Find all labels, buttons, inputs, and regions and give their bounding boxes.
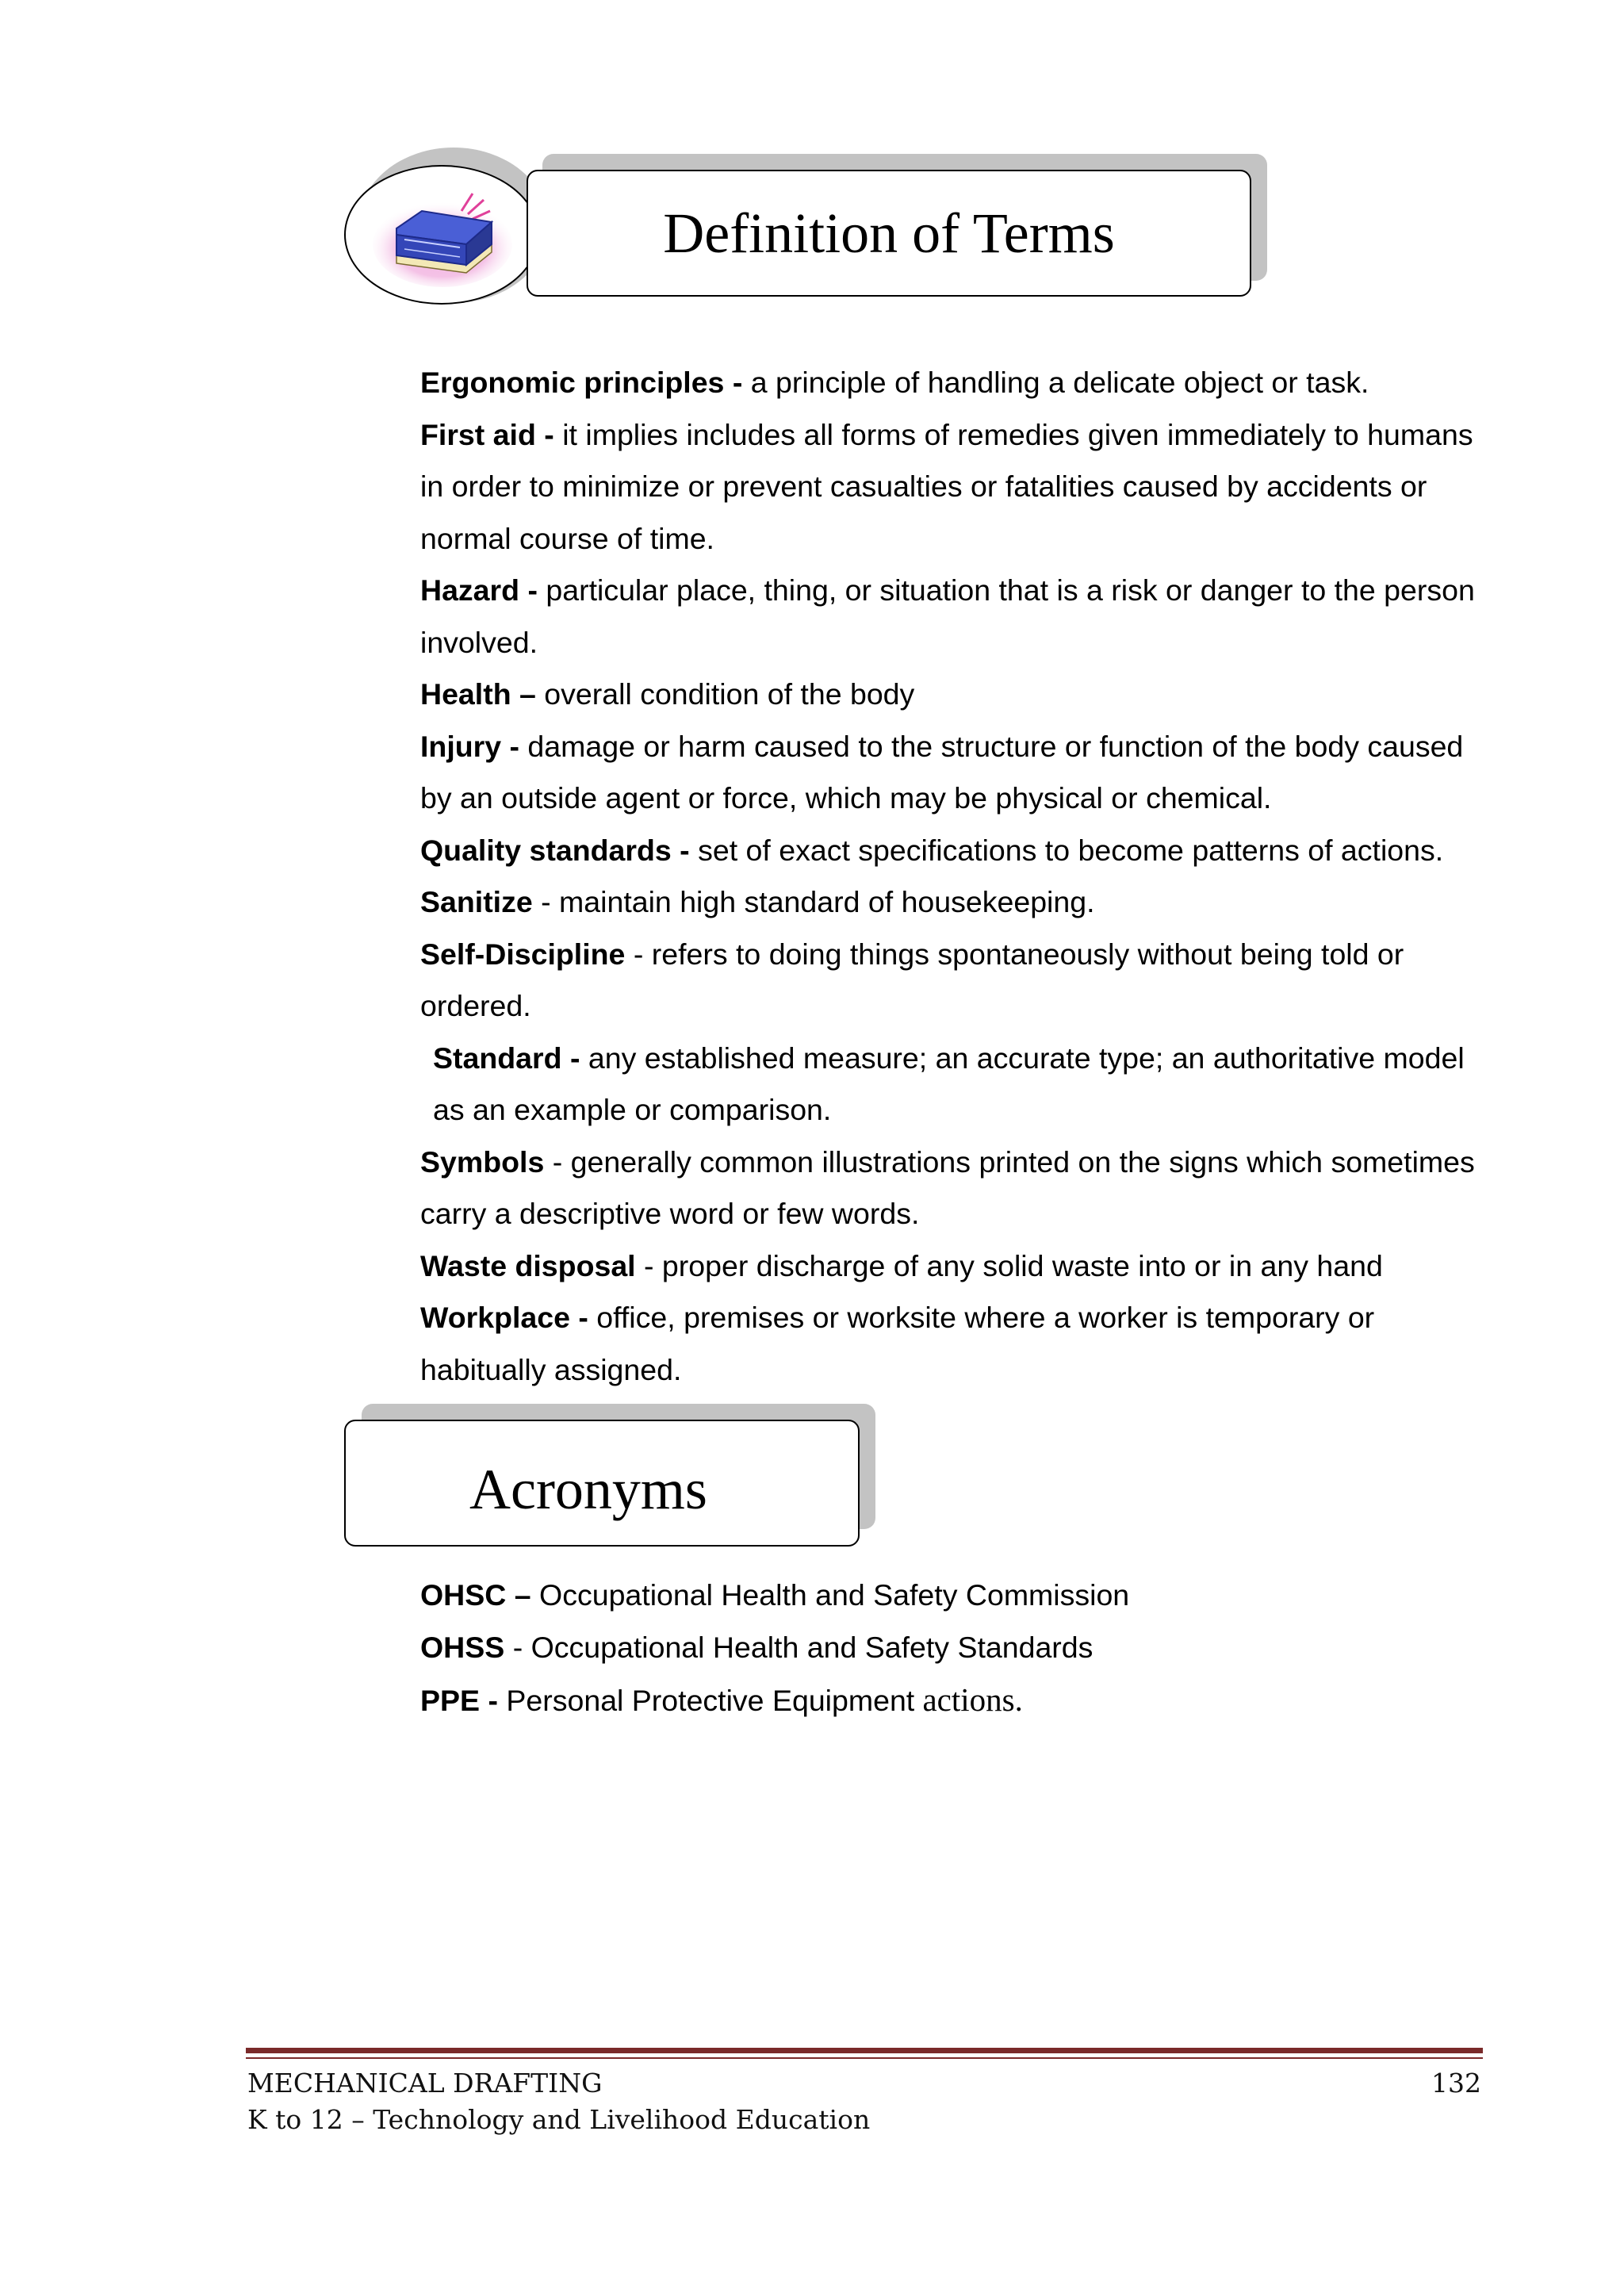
definition-term: Hazard - [420, 573, 538, 607]
definition-term: Ergonomic principles - [420, 366, 743, 399]
definition-text: any established measure; an accurate type; an authoritative model as an example or comparison. [433, 1041, 1465, 1126]
definition-term: Quality standards - [420, 833, 690, 867]
acronym-text: Occupational Health and Safety Commission [530, 1578, 1130, 1612]
footer-program: K to 12 – Technology and Livelihood Education [247, 2104, 871, 2135]
definition-item [420, 929, 1491, 1033]
definition-term: First aid - [420, 417, 554, 451]
definition-term: Waste disposal [420, 1248, 636, 1282]
definition-item [420, 721, 1491, 825]
definition-item [420, 669, 1491, 721]
acronym-term: PPE - [420, 1684, 498, 1717]
definition-text: set of exact specifications to become patterns of actions. [689, 833, 1444, 867]
definition-item [420, 565, 1491, 669]
definition-text: - proper discharge of any solid waste into or in any hand [635, 1248, 1383, 1282]
definition-text: - refers to doing things spontaneously without being told or ordered. [420, 937, 1404, 1022]
definition-text: a principle of handling a delicate object or task. [742, 366, 1369, 399]
definition-term: Self-Discipline [420, 937, 626, 971]
footer-subject: MECHANICAL DRAFTING [247, 2068, 603, 2099]
definition-text: - generally common illustrations printed on the signs which sometimes carry a descriptive word or few words. [420, 1144, 1475, 1230]
definition-item [420, 1137, 1491, 1240]
acronym-item [420, 1569, 1491, 1621]
acronym-item [420, 1621, 1491, 1673]
definitions-heading: Definition of Terms [663, 201, 1115, 265]
definition-item [420, 876, 1491, 929]
definition-term: Health – [420, 677, 536, 711]
book-icon [373, 187, 515, 290]
definition-term: Injury - [420, 729, 520, 763]
acronyms-heading: Acronyms [469, 1458, 707, 1521]
definition-text: overall condition of the body [535, 677, 915, 711]
acronym-item [420, 1673, 1491, 1727]
acronym-text: Personal Protective Equipment [497, 1684, 915, 1717]
definition-term: Symbols [420, 1144, 545, 1179]
definition-item [420, 357, 1491, 409]
definition-text: particular place, thing, or situation that is a risk or danger to the person involved. [420, 573, 1475, 659]
definition-item [420, 825, 1491, 877]
definitions-heading-box [527, 170, 1251, 297]
acronym-text: - Occupational Health and Safety Standards [504, 1631, 1094, 1664]
acronyms-heading-box [344, 1420, 860, 1547]
definition-item [420, 409, 1491, 565]
definition-item [420, 1292, 1491, 1396]
page-number: 132 [1431, 2068, 1481, 2099]
definition-item [420, 1240, 1491, 1293]
footer [247, 2065, 870, 2138]
acronym-term: OHSS [420, 1631, 505, 1664]
definition-text: it implies includes all forms of remedies given immediately to humans in order to minimize or prevent casualties or fatalities caused by accidents or normal course of time. [420, 417, 1473, 555]
acronyms-list [420, 1569, 1491, 1727]
footer-rule-thin [246, 2057, 1483, 2059]
definition-term: Workplace - [420, 1301, 588, 1334]
definition-term: Standard - [433, 1041, 580, 1075]
definition-text: office, premises or worksite where a worker is temporary or habitually assigned. [420, 1301, 1375, 1386]
footer-rule [246, 2048, 1483, 2053]
definition-text: - maintain high standard of housekeeping. [532, 885, 1095, 918]
definitions-list [420, 357, 1491, 1396]
definition-term: Sanitize [420, 885, 533, 918]
acronym-term: OHSC – [420, 1578, 531, 1612]
definition-text: damage or harm caused to the structure or function of the body caused by an outside agent or force, which may be physical or chemical. [420, 729, 1464, 815]
definition-item [420, 1033, 1491, 1137]
acronym-tail-text: actions. [914, 1681, 1023, 1718]
